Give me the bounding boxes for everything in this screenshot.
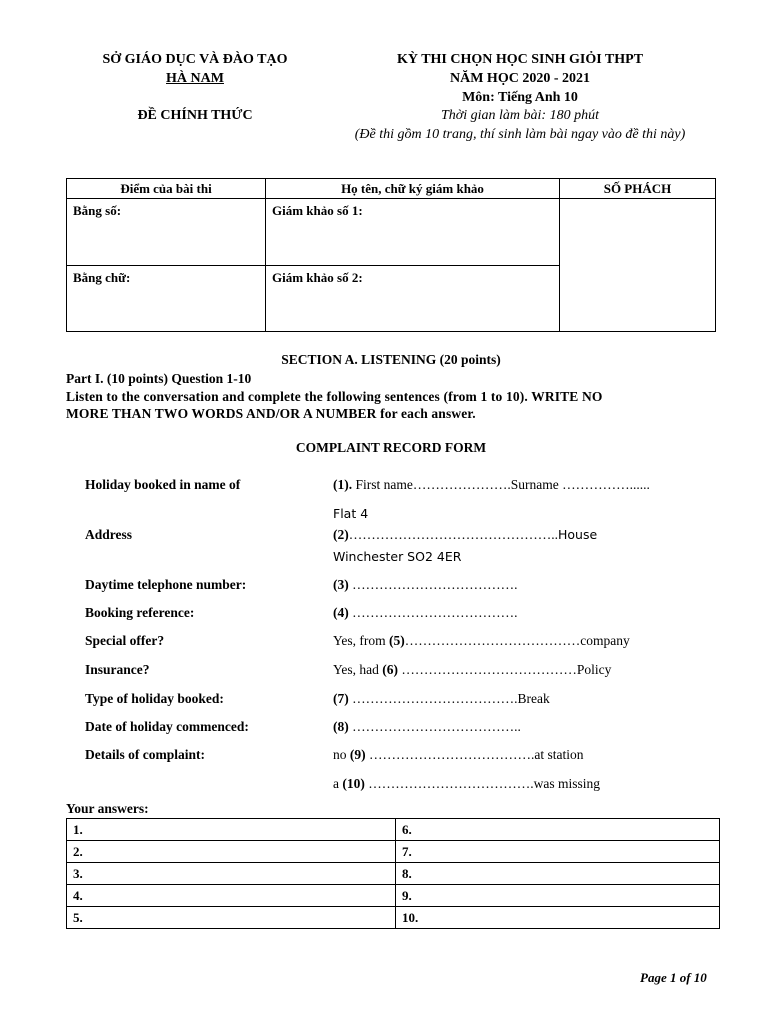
form-value-4: [333, 605, 518, 621]
answer-row: [67, 841, 720, 863]
q3-dots: ……………………………….: [352, 577, 518, 592]
address-flat: Flat 4: [333, 506, 369, 521]
answer-cell-4[interactable]: 4.: [67, 885, 396, 907]
section-title: SECTION A. LISTENING (20 points): [281, 352, 501, 367]
answer-cell-7[interactable]: 7.: [396, 841, 720, 863]
form-value-9: [333, 747, 584, 763]
q5-after: company: [580, 633, 630, 648]
score-numeric-cell: Bằng số:: [67, 199, 266, 266]
form-value-5: [333, 633, 630, 649]
province-name: [60, 69, 330, 89]
answer-cell-5[interactable]: 5.: [67, 907, 396, 929]
subject: Môn: Tiếng Anh 10: [462, 90, 578, 105]
form-label-4: Booking reference:: [85, 605, 195, 620]
form-value-10: [333, 776, 600, 792]
q8-dots: ………………………………..: [348, 719, 521, 734]
q10-dots: ……………………………….: [364, 776, 534, 791]
form-label-3: Daytime telephone number:: [85, 577, 247, 592]
q8-num: (8): [333, 719, 349, 734]
part-title: Part I. (10 points) Question 1-10: [66, 371, 252, 386]
q6-before: Yes, had: [333, 662, 383, 677]
answer-cell-8[interactable]: 8.: [396, 863, 720, 885]
official-label: ĐỀ CHÍNH THỨC: [137, 108, 253, 123]
grading-header-examiners: Họ tên, chữ ký giám khảo: [266, 179, 560, 199]
answer-cell-9[interactable]: 9.: [396, 885, 720, 907]
form-value-3: [333, 577, 518, 593]
form-value-7: [333, 691, 550, 707]
q10-before: a: [333, 776, 343, 791]
school-year: NĂM HỌC 2020 - 2021: [450, 71, 590, 86]
code-cell: [560, 199, 716, 332]
q6-num: (6): [382, 662, 399, 677]
address-postcode: Winchester SO2 4ER: [333, 549, 462, 564]
q1-before: First name: [352, 477, 413, 492]
score-words-cell: Bằng chữ:: [67, 266, 266, 332]
examiner2-cell: Giám khảo số 2:: [266, 266, 560, 332]
q2-after: House: [558, 527, 598, 542]
form-label-2: Address: [85, 527, 133, 542]
grading-header-code: SỐ PHÁCH: [560, 179, 716, 199]
form-value-2: [333, 527, 597, 543]
q9-before: no: [333, 747, 350, 762]
q4-dots: ……………………………….: [352, 605, 518, 620]
instruction-line2: MORE THAN TWO WORDS AND/OR A NUMBER for each answer.: [66, 406, 476, 421]
page-number: Page 1 of 10: [640, 970, 707, 985]
exam-title: KỲ THI CHỌN HỌC SINH GIỎI THPT: [396, 52, 644, 67]
q5-before: Yes, from: [333, 633, 390, 648]
form-value-6: [333, 662, 611, 678]
province-text: HÀ NAM: [166, 71, 224, 86]
q2-dots: ………………………………………..: [348, 527, 558, 542]
answer-cell-3[interactable]: 3.: [67, 863, 396, 885]
form-label-8: Date of holiday commenced:: [85, 719, 249, 734]
answer-row: [67, 819, 720, 841]
answers-table: [66, 818, 720, 929]
q10-after: was missing: [533, 776, 601, 791]
q3-num: (3): [333, 577, 349, 592]
q1-num: (1).: [333, 477, 353, 492]
q9-dots: ……………………………….: [365, 747, 535, 762]
q4-num: (4): [333, 605, 349, 620]
q5-num: (5): [389, 633, 405, 648]
time-limit: Thời gian làm bài: 180 phút: [441, 108, 599, 123]
q2-num: (2): [333, 527, 349, 542]
q7-num: (7): [333, 691, 349, 706]
q1-after: Surname ……………......: [510, 477, 650, 492]
answer-cell-1[interactable]: 1.: [67, 819, 396, 841]
answer-cell-10[interactable]: 10.: [396, 907, 720, 929]
q5-dots: …………………………………: [404, 633, 581, 648]
answer-row: [67, 863, 720, 885]
q9-num: (9): [349, 747, 366, 762]
form-value-8: [333, 719, 521, 735]
q6-after: Policy: [576, 662, 612, 677]
form-label-7: Type of holiday booked:: [85, 691, 224, 706]
form-label-9: Details of complaint:: [85, 747, 205, 762]
department-name: SỞ GIÁO DỤC VÀ ĐÀO TẠO: [102, 52, 288, 67]
answer-row: [67, 885, 720, 907]
q1-dots: ………………….: [412, 477, 511, 492]
examiner1-cell: Giám khảo số 1:: [266, 199, 560, 266]
grading-header-score: Điểm của bài thi: [67, 179, 266, 199]
answer-cell-2[interactable]: 2.: [67, 841, 396, 863]
form-label-1: Holiday booked in name of: [85, 477, 241, 492]
instruction-line1: Listen to the conversation and complete the following sentences (from 1 to 10). WRITE NO: [66, 389, 603, 404]
form-title: COMPLAINT RECORD FORM: [295, 440, 487, 455]
form-label-6: Insurance?: [85, 662, 150, 677]
answers-title: Your answers:: [66, 801, 149, 816]
answer-row: [67, 907, 720, 929]
form-value-1: [333, 477, 650, 493]
q6-dots: …………………………………: [398, 662, 577, 677]
q7-after: Break: [517, 691, 550, 706]
form-label-5: Special offer?: [85, 633, 165, 648]
q7-dots: ……………………………….: [348, 691, 518, 706]
exam-note: (Đề thi gồm 10 trang, thí sinh làm bài ngay vào đề thi này): [354, 127, 686, 142]
q10-num: (10): [342, 776, 365, 791]
q9-after: at station: [534, 747, 584, 762]
grading-table: [66, 178, 716, 332]
answer-cell-6[interactable]: 6.: [396, 819, 720, 841]
